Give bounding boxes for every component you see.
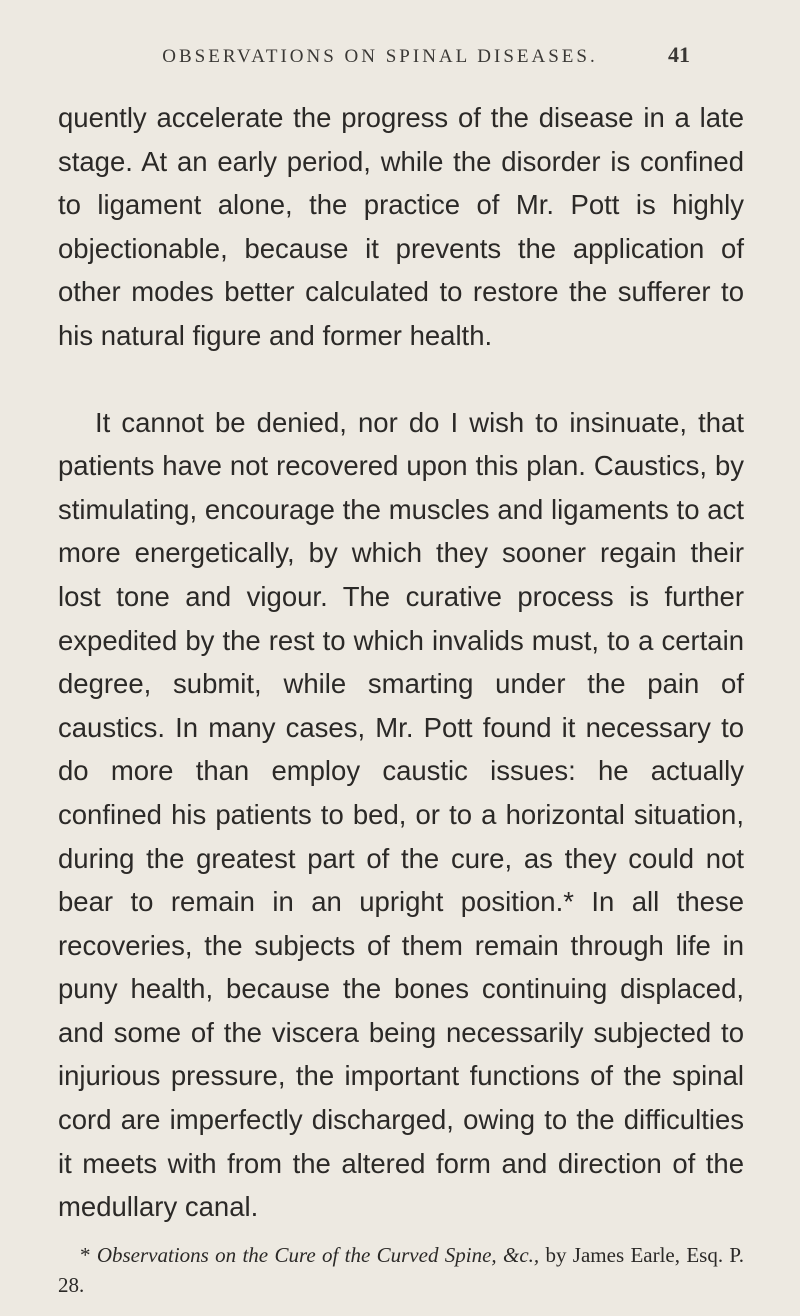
footnote-text	[58, 1240, 744, 1300]
paragraph-continuation: quently accelerate the progress of the disease in a late stage. At an early period, while the disorder is confined to ligament alone, the practice of Mr. Pott is highly objectionable, because it prevents the application of other modes better calculated to restore the sufferer to his natural figure and former health.	[58, 102, 744, 351]
page-number: 41	[668, 42, 690, 67]
footnote	[58, 1240, 744, 1300]
footnote-title: Observations on the Cure of the Curved Spine, &c.,	[96, 1243, 540, 1267]
running-title: OBSERVATIONS ON SPINAL DISEASES.	[162, 46, 598, 67]
footnote-rest: by James Earle, Esq. P. 28.	[58, 1243, 744, 1297]
paragraph: It cannot be denied, nor do I wish to insinuate, that patients have not recovered upon this plan. Caustics, by stimulating, encourage the muscles and ligaments to act more energetically, by which they sooner regain their lost tone and vigour. The curative process is further expedited by the rest to which invalids must, to a certain degree, submit, while smarting under the pain of caustics. In many cases, Mr. Pott found it necessary to do more than employ caustic issues: he actually confined his patients to bed, or to a horizontal situation, during the greatest part of the cure, as they could not bear to remain in an upright position.* In all these recoveries, the subjects of them remain through life in puny health, because the bones continuing displaced, and some of the viscera being necessarily subjected to injurious pressure, the important functions of the spinal cord are imperfectly discharged, owing to the difficulties it meets with from the altered form and direction of the medullary canal.	[58, 406, 744, 1223]
body-text	[58, 96, 744, 1229]
footnote-marker: *	[80, 1243, 97, 1267]
